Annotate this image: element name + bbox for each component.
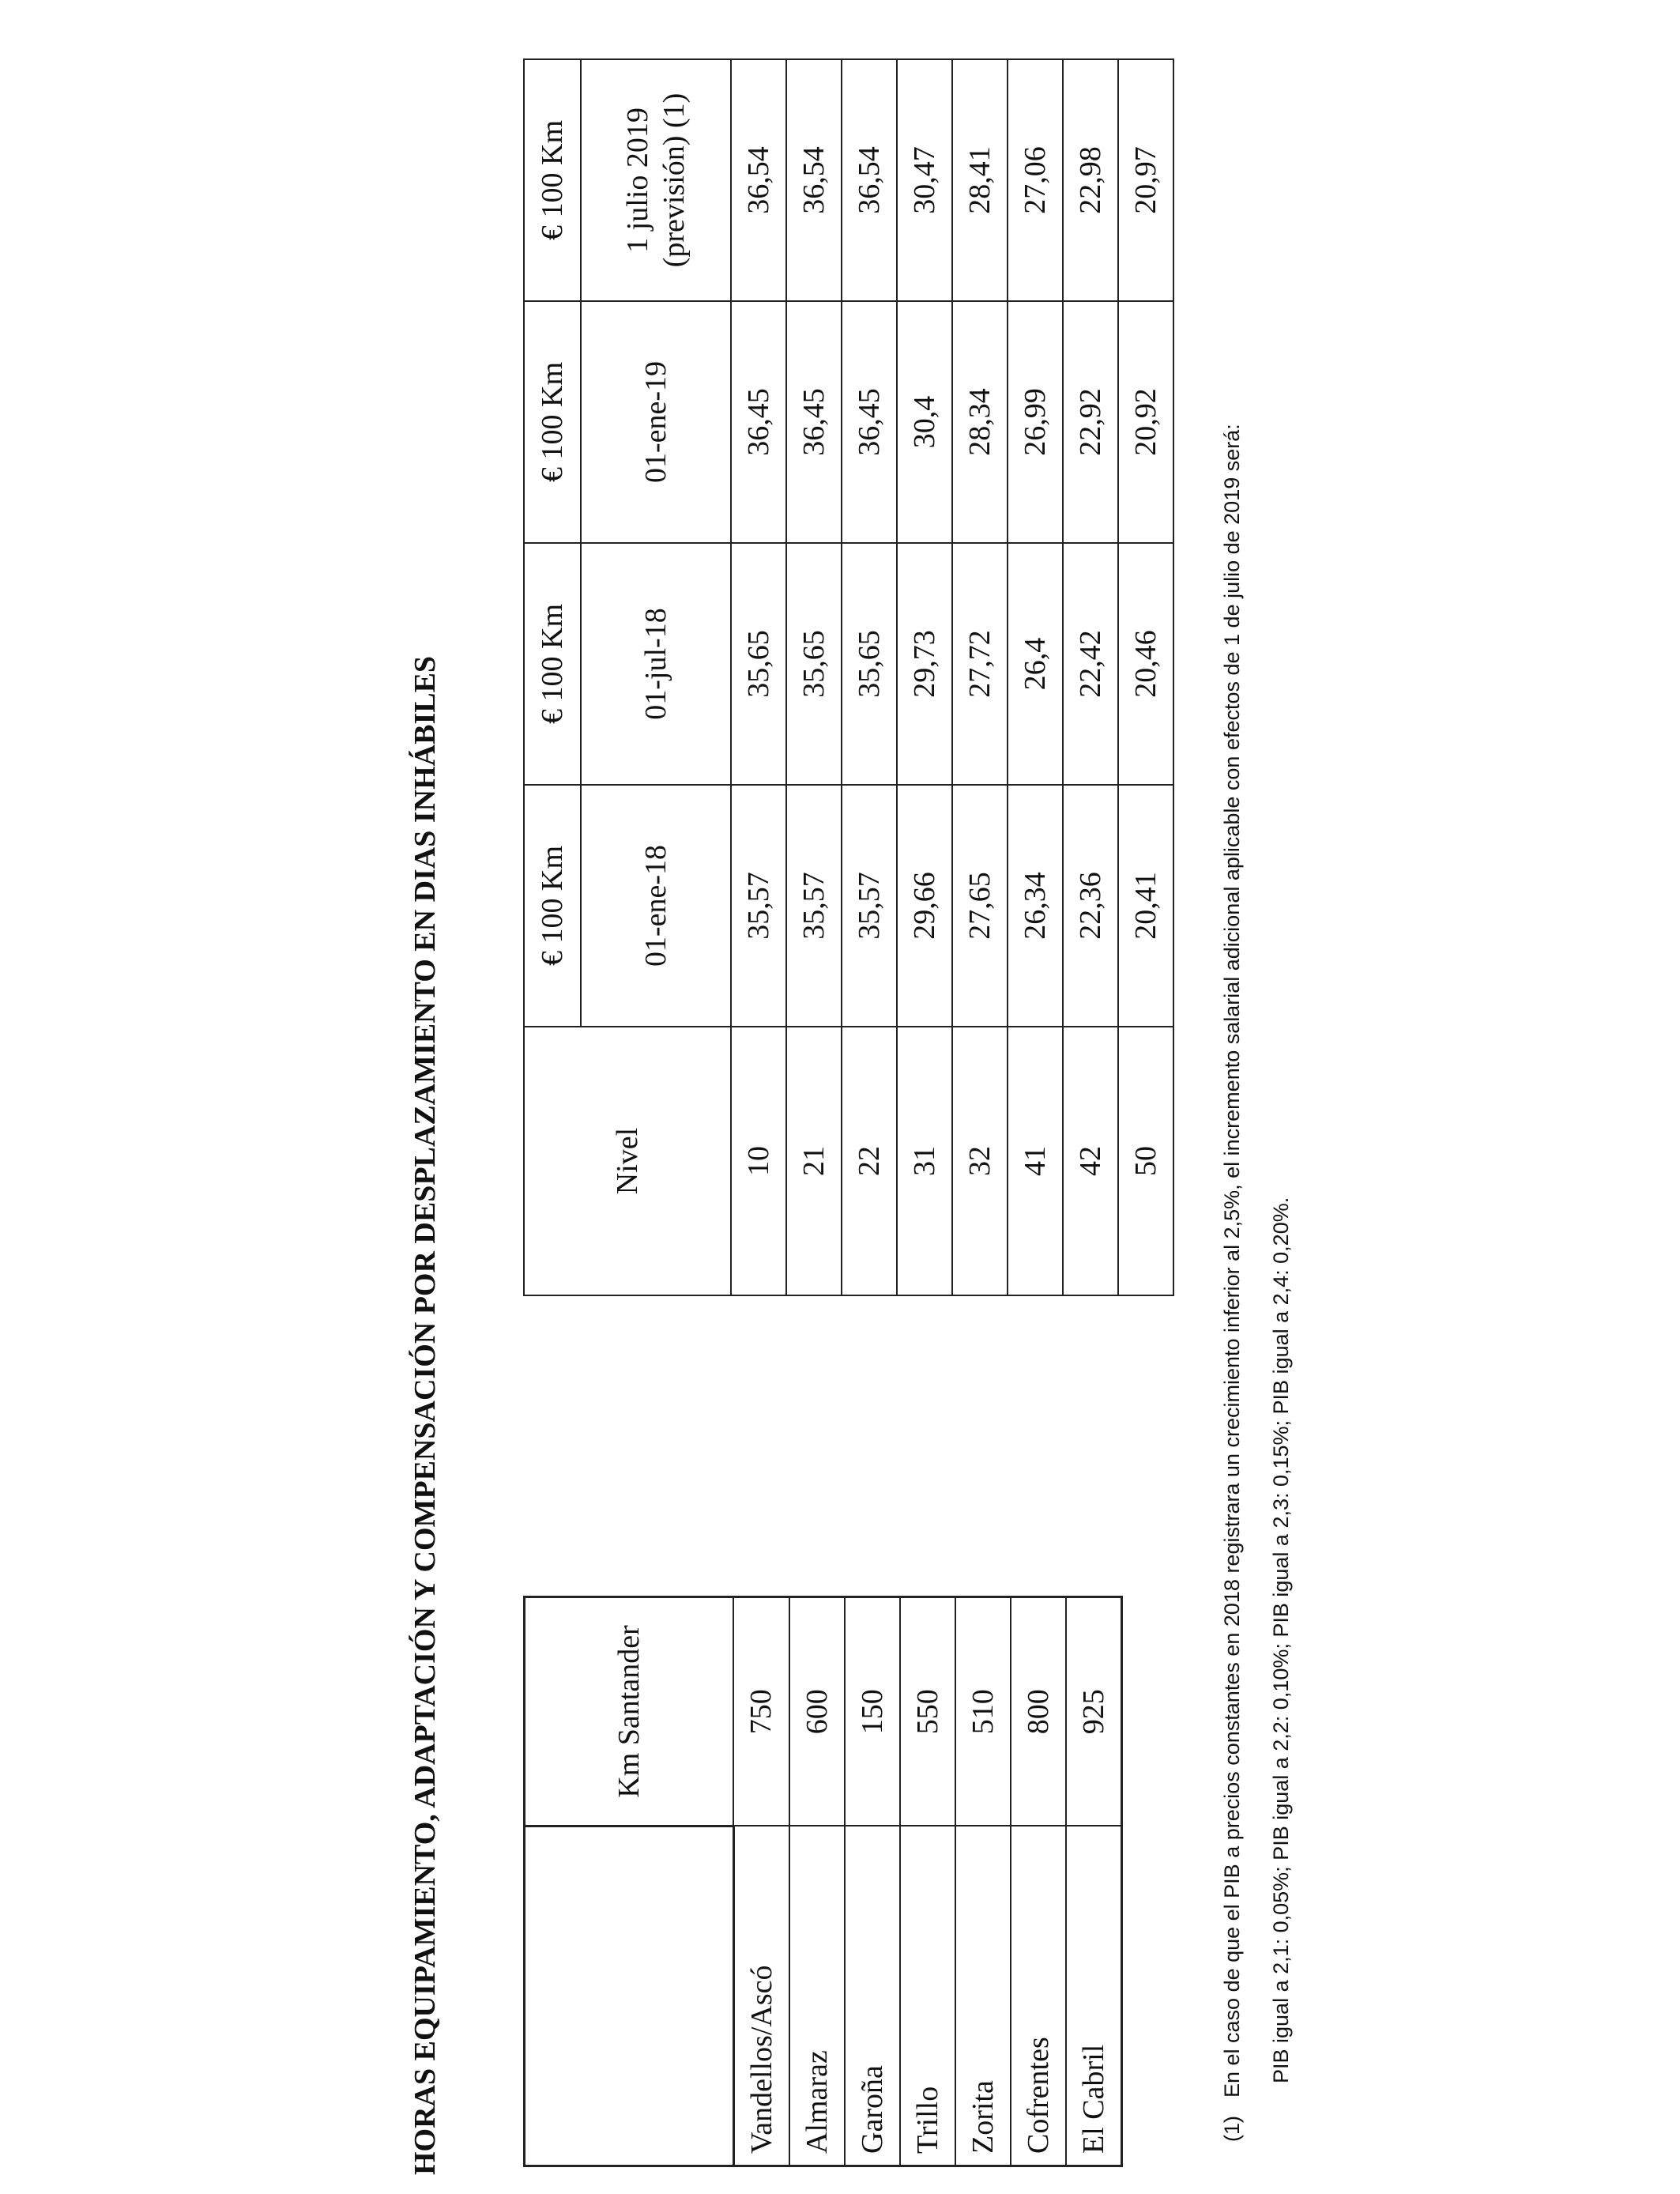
rate-value-cell: 29,66 bbox=[897, 785, 952, 1027]
table-row bbox=[1066, 1597, 1122, 2166]
plants-distance-table bbox=[523, 1596, 1123, 2167]
table-row bbox=[842, 59, 897, 1295]
table-row bbox=[845, 1597, 900, 2166]
rate-value-cell: 27,65 bbox=[952, 785, 1008, 1027]
nivel-cell: 42 bbox=[1063, 1027, 1118, 1295]
period-header-3: 01-ene-19 bbox=[581, 301, 731, 543]
rate-value-cell: 29,73 bbox=[897, 543, 952, 785]
plant-name-cell: Zorita bbox=[955, 1826, 1011, 2166]
rate-value-cell: 26,34 bbox=[1008, 785, 1063, 1027]
km-santander-header: Km Santander bbox=[525, 1597, 734, 1826]
rate-value-cell: 35,57 bbox=[731, 785, 786, 1027]
table-row bbox=[733, 1597, 789, 2166]
table-row bbox=[789, 1597, 845, 2166]
rate-value-cell: 22,92 bbox=[1063, 301, 1118, 543]
period-header-4 bbox=[581, 59, 731, 301]
plants-corner-cell bbox=[525, 1826, 734, 2166]
rate-value-cell: 36,54 bbox=[731, 59, 786, 301]
table-row bbox=[897, 59, 952, 1295]
rate-value-cell: 36,54 bbox=[786, 59, 842, 301]
nivel-cell: 10 bbox=[731, 1027, 786, 1295]
rate-value-cell: 27,72 bbox=[952, 543, 1008, 785]
plant-km-cell: 800 bbox=[1011, 1597, 1066, 1826]
footnote bbox=[1207, 40, 1305, 2142]
footnote-marker: (1) bbox=[1220, 2116, 1244, 2142]
plant-km-cell: 750 bbox=[733, 1597, 789, 1826]
plant-name-cell: Almaraz bbox=[789, 1826, 845, 2166]
nivel-cell: 41 bbox=[1008, 1027, 1063, 1295]
plants-header-row bbox=[525, 1597, 734, 2166]
rate-value-cell: 35,57 bbox=[786, 785, 842, 1027]
rate-value-cell: 35,65 bbox=[786, 543, 842, 785]
rate-value-cell: 35,65 bbox=[842, 543, 897, 785]
period-header-1: 01-ene-18 bbox=[581, 785, 731, 1027]
unit-header-2: € 100 Km bbox=[524, 543, 581, 785]
rate-value-cell: 36,45 bbox=[731, 301, 786, 543]
rate-value-cell: 27,06 bbox=[1008, 59, 1063, 301]
rate-value-cell: 36,54 bbox=[842, 59, 897, 301]
rate-value-cell: 22,98 bbox=[1063, 59, 1118, 301]
plant-km-cell: 150 bbox=[845, 1597, 900, 1826]
rate-value-cell: 30,47 bbox=[897, 59, 952, 301]
footnote-line-1: En el caso de que el PIB a precios constantes en 2018 registrara un crecimiento inferior al 2,5%, el incremento salarial adicional aplicable con efectos de 1 de julio de 2019 será: bbox=[1220, 424, 1244, 2098]
rate-value-cell: 26,4 bbox=[1008, 543, 1063, 785]
plant-name-cell: Vandellos/Ascó bbox=[733, 1826, 789, 2166]
table-row bbox=[731, 59, 786, 1295]
rate-value-cell: 22,42 bbox=[1063, 543, 1118, 785]
document-title: HORAS EQUIPAMIENTO, ADAPTACIÓN Y COMPENSACIÓN POR DESPLAZAMIENTO EN DIAS INHÁBILES bbox=[409, 655, 442, 2175]
period-header-4-line1: 1 julio 2019 bbox=[621, 107, 654, 253]
nivel-cell: 21 bbox=[786, 1027, 842, 1295]
table-row bbox=[952, 59, 1008, 1295]
unit-header-3: € 100 Km bbox=[524, 301, 581, 543]
rates-table bbox=[523, 58, 1174, 1296]
footnote-line-2: PIB igual a 2,1: 0,05%; PIB igual a 2,2: 0,10%; PIB igual a 2,3: 0,15%; PIB igual a 2,4: 0,20%. bbox=[1269, 1197, 1293, 2083]
table-row bbox=[1063, 59, 1118, 1295]
rates-unit-row bbox=[524, 59, 581, 1295]
unit-header-4: € 100 Km bbox=[524, 59, 581, 301]
plant-km-cell: 510 bbox=[955, 1597, 1011, 1826]
rate-value-cell: 36,45 bbox=[842, 301, 897, 543]
rate-value-cell: 30,4 bbox=[897, 301, 952, 543]
table-row bbox=[1118, 59, 1173, 1295]
table-row bbox=[955, 1597, 1011, 2166]
period-header-2: 01-jul-18 bbox=[581, 543, 731, 785]
table-row bbox=[1011, 1597, 1066, 2166]
table-row bbox=[1008, 59, 1063, 1295]
plant-km-cell: 600 bbox=[789, 1597, 845, 1826]
table-row bbox=[786, 59, 842, 1295]
rate-value-cell: 35,65 bbox=[731, 543, 786, 785]
plant-name-cell: Cofrentes bbox=[1011, 1826, 1066, 2166]
nivel-cell: 32 bbox=[952, 1027, 1008, 1295]
unit-header-1: € 100 Km bbox=[524, 785, 581, 1027]
rate-value-cell: 20,92 bbox=[1118, 301, 1173, 543]
plant-km-cell: 925 bbox=[1066, 1597, 1122, 1826]
rate-value-cell: 20,97 bbox=[1118, 59, 1173, 301]
rate-value-cell: 36,45 bbox=[786, 301, 842, 543]
rate-value-cell: 35,57 bbox=[842, 785, 897, 1027]
table-row bbox=[900, 1597, 955, 2166]
nivel-cell: 50 bbox=[1118, 1027, 1173, 1295]
rate-value-cell: 20,41 bbox=[1118, 785, 1173, 1027]
rate-value-cell: 22,36 bbox=[1063, 785, 1118, 1027]
nivel-cell: 22 bbox=[842, 1027, 897, 1295]
plant-name-cell: Garoña bbox=[845, 1826, 900, 2166]
nivel-header: Nivel bbox=[524, 1027, 731, 1295]
period-header-4-line2: (previsión) (1) bbox=[657, 92, 691, 268]
plant-name-cell: Trillo bbox=[900, 1826, 955, 2166]
rate-value-cell: 20,46 bbox=[1118, 543, 1173, 785]
rate-value-cell: 26,99 bbox=[1008, 301, 1063, 543]
plant-km-cell: 550 bbox=[900, 1597, 955, 1826]
rate-value-cell: 28,34 bbox=[952, 301, 1008, 543]
rate-value-cell: 28,41 bbox=[952, 59, 1008, 301]
plant-name-cell: El Cabril bbox=[1066, 1826, 1122, 2166]
nivel-cell: 31 bbox=[897, 1027, 952, 1295]
